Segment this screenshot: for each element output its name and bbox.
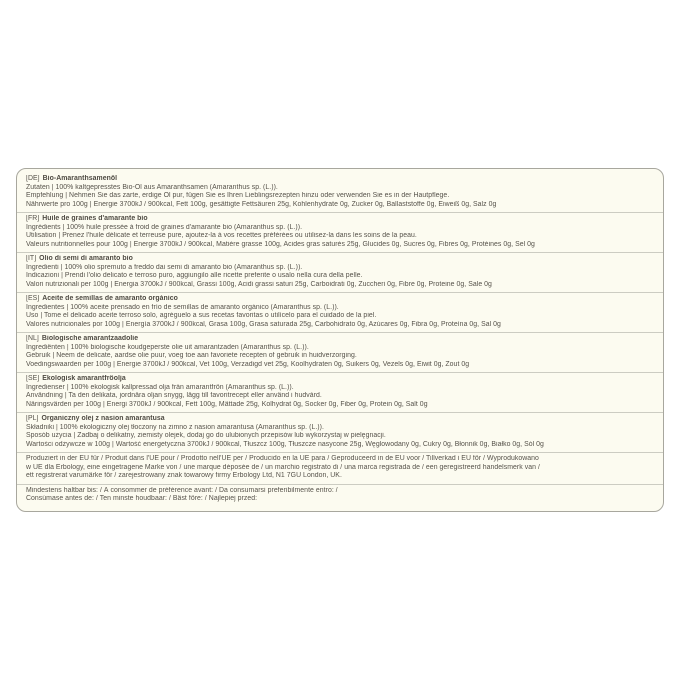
section-fr-usage: Utilisation | Prenez l'huile délicate et terreuse pure, ajoutez-la à vos recettes préférées ou utilisez-la dans les soins de la peau. [26,232,417,239]
section-es-header [26,295,654,304]
section-nl-lang-tag: [NL] [26,335,39,342]
section-fr-nutrition: Valeurs nutritionnelles pour 100g | Énergie 3700kJ / 900kcal, Matière grasse 100g, Acides gras saturés 25g, Glucides 0g, Sucres 0g, Fibres 0g, Protéines 0g, Sel 0g [26,240,535,248]
section-se-ingredients: Ingredienser | 100% ekologisk kallpressad olja från amarantfrön (Amaranthus sp. (L.)). [26,383,294,391]
section-nl-ingredients: Ingrediënten | 100% biologische koudgeperste olie uit amarantzaden (Amaranthus sp. (L.)). [26,343,309,351]
section-de-product-name: Bio-Amaranthsamenöl [42,175,118,182]
section-se-header [26,375,654,384]
section-de-ingredients: Zutaten | 100% kaltgepresstes Bio-Öl aus Amaranthsamen (Amaranthus sp. (L.)). [26,183,278,191]
section-produced-in [17,453,663,485]
section-se-usage: Användning | Ta den delikata, jordnära oljan snygg, lägg till favoritrecept eller använd i hudvård. [26,392,322,399]
section-se-product-name: Ekologisk amarantfröolja [42,375,126,382]
section-nl-usage: Gebruik | Neem de delicate, aardse olie puur, voeg toe aan favoriete recepten of gebruik in huidverzorging. [26,352,357,359]
section-pl-header [26,415,654,424]
section-pl-lang-tag: [PL] [26,415,39,422]
section-es [17,293,663,333]
product-label [16,168,664,512]
section-fr-header [26,215,654,224]
section-it-usage: Indicazioni | Prendi l'olio delicato e terroso puro, aggiungilo alle ricette preferite o usalo nella cura della pelle. [26,272,363,279]
best-before-line-2: Consúmase antes de: / Ten minste houdbaar: / Bäst före: / Najlepiej przed: [26,495,258,502]
section-es-nutrition: Valores nutricionales por 100g | Energía 3700kJ / 900kcal, Grasa 100g, Grasa saturada 25g, Carbohidrato 0g, Azúcares 0g, Fibra 0g, Proteína 0g, Sal 0g [26,320,501,328]
section-se-nutrition: Näringsvärden per 100g | Energi 3700kJ / 900kcal, Fett 100g, Mättade 25g, Kolhydrat 0g, Socker 0g, Fiber 0g, Protein 0g, Salt 0g [26,400,428,408]
section-nl-nutrition: Voedingswaarden per 100g | Energie 3700kJ / 900kcal, Vet 100g, Verzadigd vet 25g, Koolhydraten 0g, Suikers 0g, Vezels 0g, Eiwit 0g, Zout 0g [26,360,470,368]
section-it-header [26,255,654,264]
section-pl-usage: Sposób użycia | Zadbaj o delikatny, ziemisty olejek, dodaj go do ulubionych przepisów lub wykorzystaj w pielęgnacji. [26,432,386,439]
section-it-nutrition: Valori nutrizionali per 100g | Energia 3700kJ / 900kcal, Grassi 100g, Acidi grassi saturi 25g, Carboidrati 0g, Zuccheri 0g, Fibre 0g, Proteine 0g, Sale 0g [26,280,492,288]
section-fr [17,213,663,253]
produced-in-line-1: Produziert in der EU für / Produit dans l'UE pour / Prodotto nell'UE per / Producido en la UE para / Geproduceerd in de EU voor / Tillverkad i EU för / Wyprodukowano [26,455,539,462]
section-fr-product-name: Huile de graines d'amarante bio [42,215,148,222]
section-fr-ingredients: Ingrédients | 100% huile pressée à froid de graines d'amarante bio (Amaranthus sp. (L.)). [26,223,303,231]
section-nl-product-name: Biologische amarantzaadolie [41,335,139,342]
section-de [17,173,663,213]
section-se [17,373,663,413]
section-de-nutrition: Nährwerte pro 100g | Energie 3700kJ / 900kcal, Fett 100g, gesättigte Fettsäuren 25g, Kohlenhydrate 0g, Zucker 0g, Ballaststoffe 0g, Eiweiß 0g, Salz 0g [26,200,497,208]
section-it-product-name: Olio di semi di amaranto bio [39,255,133,262]
produced-in-line-3: ett registrerat varumärke för / zarejestrowany znak towarowy firmy Erbology Ltd, N1 7GU London, UK. [26,472,342,479]
section-nl-header [26,335,654,344]
section-de-usage: Empfehlung | Nehmen Sie das zarte, erdige Öl pur, fügen Sie es Ihren Lieblingsrezepten hinzu oder verwenden Sie es in der Hautpflege. [26,192,450,199]
section-nl [17,333,663,373]
produced-in-line-2: w UE dla Erbology, eine eingetragene Marke von / une marque déposée de / un marchio registrato di / una marca registrada de / een geregistreerd handelsmerk van / [26,463,540,471]
section-pl-ingredients: Składniki | 100% ekologiczny olej tłoczony na zimno z nasion amarantusa (Amaranthus sp. (L.)). [26,423,324,431]
section-pl-product-name: Organiczny olej z nasion amarantusa [41,415,165,422]
section-de-header [26,175,654,184]
section-pl-nutrition: Wartości odżywcze w 100g | Wartość energetyczna 3700kJ / 900kcal, Tłuszcz 100g, Tłuszcze nasycone 25g, Węglowodany 0g, Cukry 0g, Błonnik 0g, Białko 0g, Sól 0g [26,440,544,448]
section-es-usage: Uso | Tome el delicado aceite terroso solo, agréguelo a sus recetas favoritas o utilícelo para el cuidado de la piel. [26,312,377,319]
section-de-lang-tag: [DE] [26,175,40,182]
best-before-line-1: Mindestens haltbar bis: / À consommer de préférence avant: / Da consumarsi preferibilmente entro: / [26,486,338,494]
section-se-lang-tag: [SE] [26,375,40,382]
section-es-product-name: Aceite de semillas de amaranto orgánico [42,295,178,302]
section-es-lang-tag: [ES] [26,295,40,302]
section-it [17,253,663,293]
section-es-ingredients: Ingredientes | 100% aceite prensado en frío de semillas de amaranto orgánico (Amaranthus sp. (L.)). [26,303,339,311]
section-pl [17,413,663,453]
section-it-ingredients: Ingredienti | 100% olio spremuto a freddo dai semi di amaranto bio (Amaranthus sp. (L.)). [26,263,303,271]
section-fr-lang-tag: [FR] [26,215,40,222]
section-best-before [17,485,663,507]
section-it-lang-tag: [IT] [26,255,37,262]
